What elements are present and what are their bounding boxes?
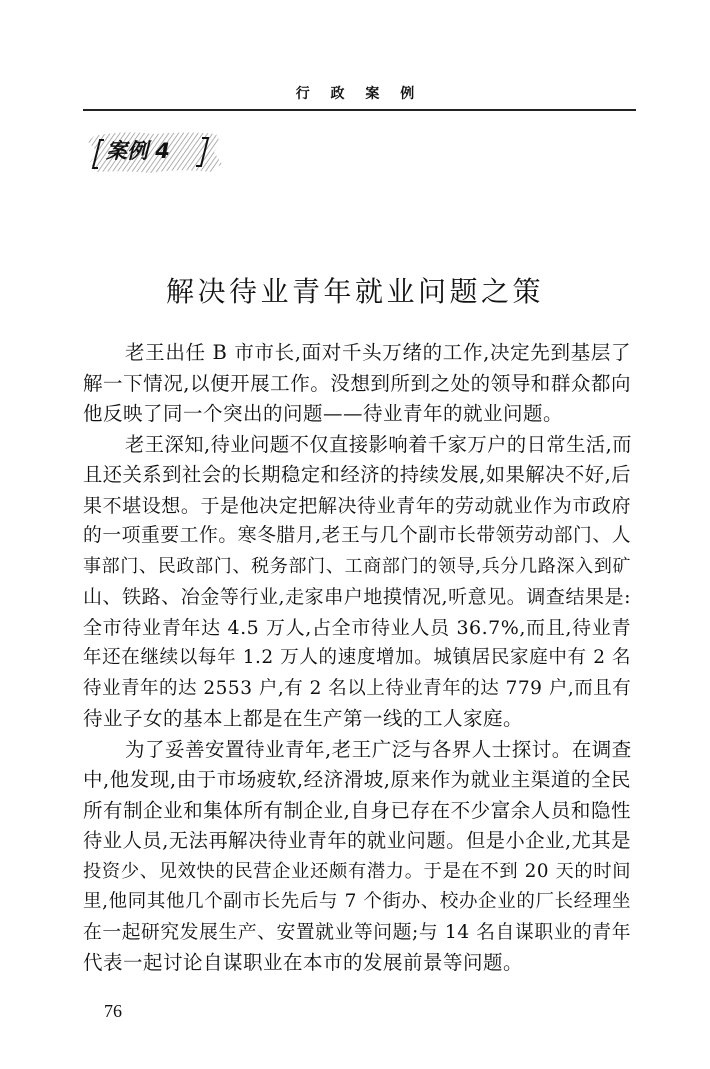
text-line: 代表一起讨论自谋职业在本市的发展前景等问题。 (83, 951, 524, 974)
text-line: 为了妥善安置待业青年,老王广泛与各界人士探讨。在调查 (125, 737, 632, 761)
header-rule (83, 109, 636, 111)
page-number: 76 (104, 1001, 122, 1021)
text-line: 的一项重要工作。寒冬腊月,老王与几个副市长带领劳动部门、人 (83, 525, 631, 546)
running-head: 行 政 案 例 (295, 86, 423, 102)
text-line: 里,他同其他几个副市长先后与 7 个街办、校办企业的厂长经理坐 (83, 891, 631, 912)
paragraph-3 (83, 735, 631, 979)
paragraph-1 (83, 338, 631, 430)
case-badge-label: 案例 4 (106, 139, 170, 163)
text-line: 待业青年的达 2553 户,有 2 名以上待业青年的达 779 户,而且有 (83, 677, 632, 699)
text-line: 待业子女的基本上都是在生产第一线的工人家庭。 (83, 707, 524, 730)
article-title: 解决待业青年就业问题之策 (165, 275, 544, 308)
case-badge (84, 128, 226, 176)
text-line: 待业人员,无法再解决待业青年的就业问题。但是小企业,尤其是 (83, 829, 631, 852)
text-line: 老王深知,待业问题不仅直接影响着千家万户的日常生活,而 (125, 432, 632, 456)
paragraph-2 (83, 430, 631, 735)
text-line: 他反映了同一个突出的问题——待业青年的就业问题。 (83, 402, 564, 425)
text-line: 投资少、见效快的民营企业还颇有潜力。于是在不到 20 天的时间 (83, 860, 631, 882)
text-line: 且还关系到社会的长期稳定和经济的持续发展,如果解决不好,后 (83, 463, 631, 486)
text-line: 年还在继续以每年 1.2 万人的速度增加。城镇居民家庭中有 2 名 (83, 647, 631, 668)
text-line: 解一下情况,以便开展工作。没想到所到之处的领导和群众都向 (83, 371, 631, 395)
text-line: 全市待业青年达 4.5 万人,占全市待业人员 36.7%,而且,待业青 (83, 616, 631, 639)
text-line: 山、铁路、冶金等行业,走家串户地摸情况,听意见。调查结果是: (83, 586, 631, 608)
article-body (83, 338, 631, 979)
text-line: 在一起研究发展生产、安置就业等问题;与 14 名自谋职业的青年 (83, 921, 631, 943)
text-line: 事部门、民政部门、税务部门、工商部门的领导,兵分几路深入到矿 (83, 555, 631, 577)
text-line: 果不堪设想。于是他决定把解决待业青年的劳动就业作为市政府 (83, 494, 631, 517)
text-line: 老王出任 B 市市长,面对千头万绪的工作,决定先到基层了 (125, 341, 631, 364)
text-line: 中,他发现,由于市场疲软,经济滑坡,原来作为就业主渠道的全民 (83, 768, 631, 791)
text-line: 所有制企业和集体所有制企业,自身已存在不少富余人员和隐性 (83, 798, 631, 822)
